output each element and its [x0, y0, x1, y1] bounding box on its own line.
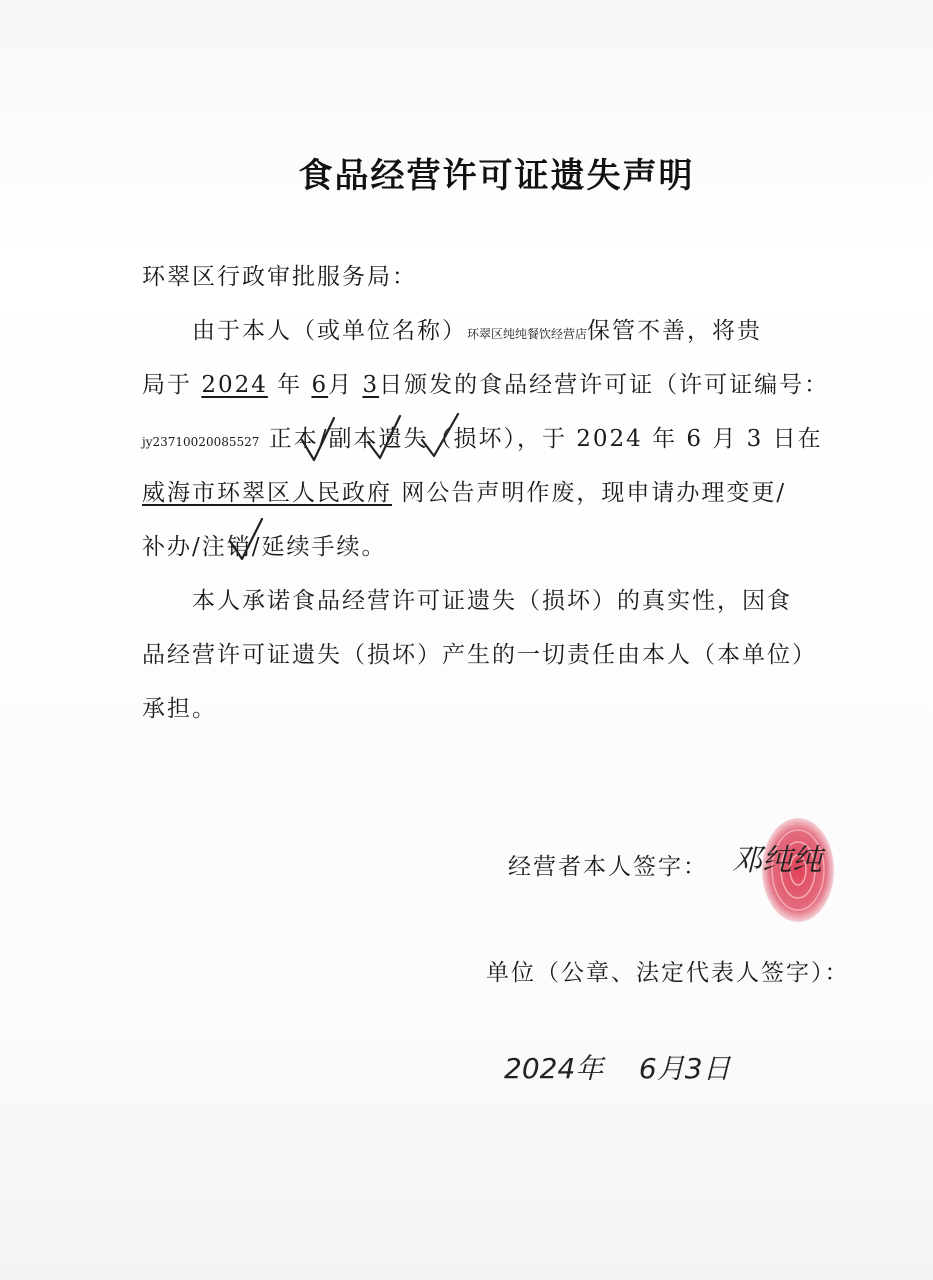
signature-label: 经营者本人签字：: [508, 854, 708, 880]
para1-line3: [142, 424, 823, 457]
addressee: 环翠区行政审批服务局：: [142, 264, 417, 290]
date-day: 3: [684, 1052, 703, 1085]
license-number: jy23710020085527: [142, 435, 260, 449]
date-year-label: 年: [575, 1052, 604, 1085]
signature-name: 邓纯纯: [732, 843, 822, 878]
date-month: 6: [638, 1052, 657, 1085]
business-name: 环翠区纯纯餐饮经营店: [467, 327, 588, 341]
date-year: 2024: [504, 1052, 576, 1085]
text: 日颁发的食品经营许可证（许可证编号：: [379, 372, 830, 398]
text: 月: [328, 372, 354, 398]
para1-line5: 补办/注销/延续手续。: [142, 534, 387, 560]
text: 由于本人（或单位名称）: [192, 318, 467, 344]
text: 正本/副本遗失（损坏），于 2024 年 6 月 3 日在: [268, 426, 823, 452]
publisher: 威海市环翠区人民政府: [142, 480, 392, 506]
para1-line4: [142, 478, 786, 508]
issue-day: 3: [362, 372, 380, 398]
page-title: 食品经营许可证遗失声明: [298, 156, 695, 196]
para2-line1: 本人承诺食品经营许可证遗失（损坏）的真实性，因食: [192, 588, 792, 614]
check-mark-icon: [226, 515, 276, 565]
text: 局于: [142, 372, 192, 398]
date-month-label: 月: [656, 1052, 685, 1085]
text: 网公告声明作废，现申请办理变更/: [401, 480, 787, 506]
para2-line3: 承担。: [142, 696, 217, 722]
check-marks-icon: [298, 410, 478, 470]
text: 年: [277, 372, 303, 398]
unit-label: 单位（公章、法定代表人签字）：: [486, 960, 850, 986]
text: 保管不善，将贵: [587, 318, 763, 344]
date: [504, 1054, 731, 1084]
issue-month: 6: [311, 372, 329, 398]
date-day-label: 日: [702, 1052, 731, 1085]
para2-line2: 品经营许可证遗失（损坏）产生的一切责任由本人（本单位）: [142, 642, 817, 668]
para1-line2: [142, 370, 829, 400]
issue-year: 2024: [201, 372, 268, 398]
para1-line1: [192, 316, 762, 349]
